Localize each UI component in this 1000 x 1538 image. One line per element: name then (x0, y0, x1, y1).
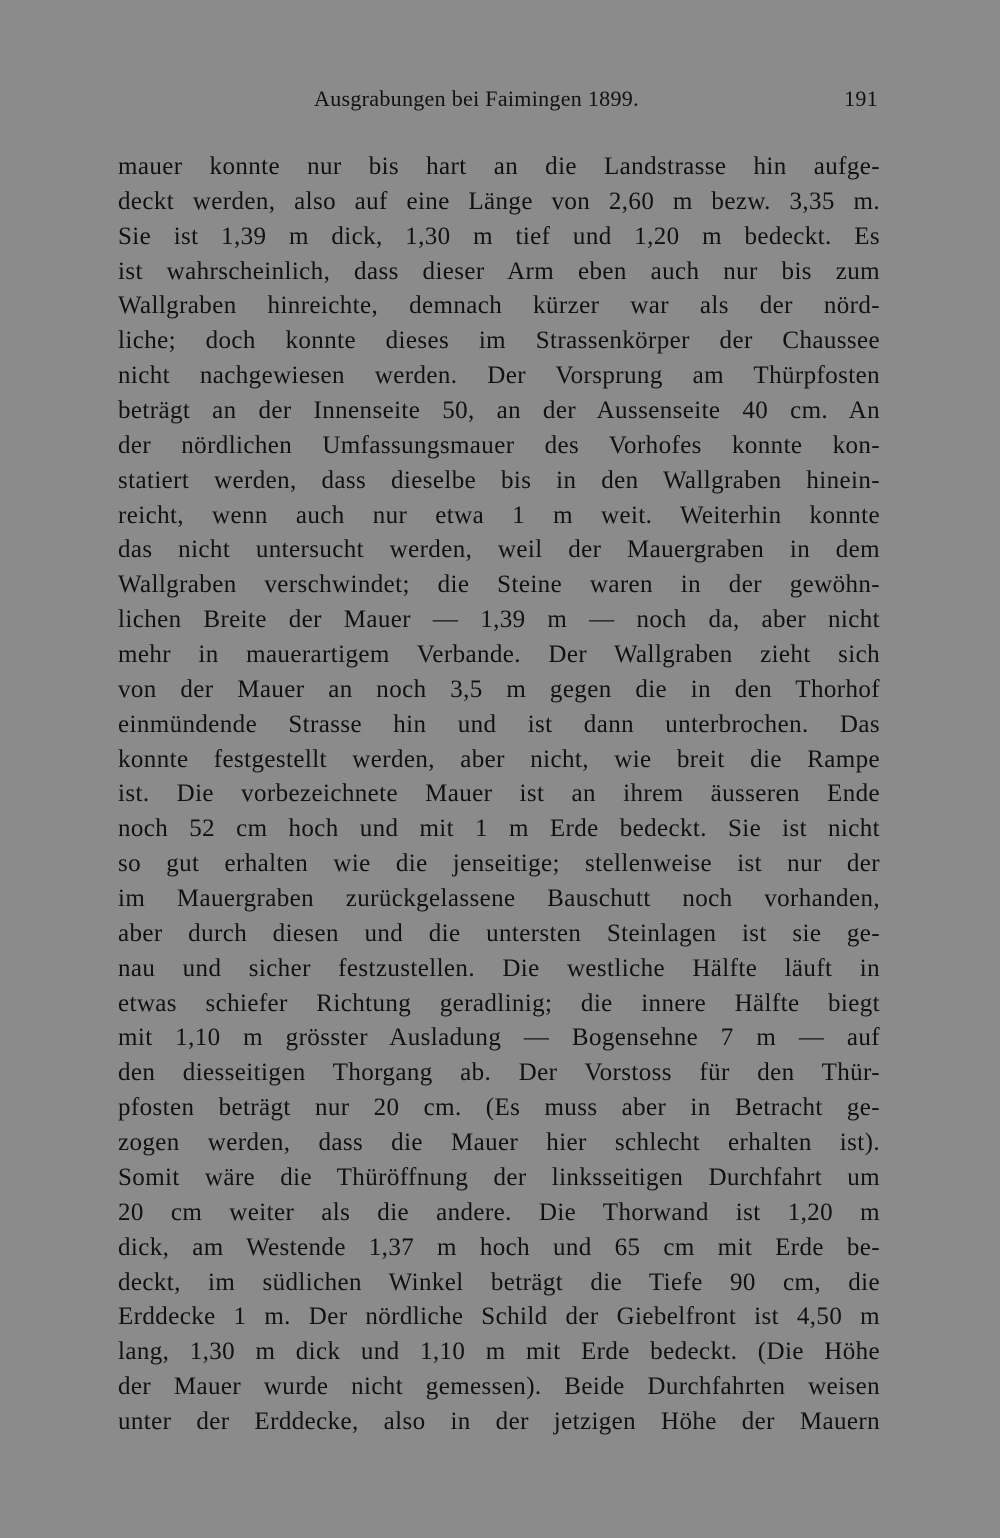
text-line: zogen werden, dass die Mauer hier schlecht erhalten ist). (118, 1129, 880, 1157)
text-line: der Mauer wurde nicht gemessen). Beide Durchfahrten weisen (118, 1373, 880, 1401)
text-line: den diesseitigen Thorgang ab. Der Vorstoss für den Thür- (118, 1059, 880, 1087)
text-line: der nördlichen Umfassungsmauer des Vorhofes konnte kon- (118, 431, 880, 459)
text-line: Somit wäre die Thüröffnung der linksseitigen Durchfahrt um (118, 1163, 880, 1191)
text-line: statiert werden, dass dieselbe bis in den Wallgraben hinein- (118, 466, 880, 494)
text-line: aber durch diesen und die untersten Steinlagen ist sie ge- (118, 919, 880, 947)
text-line: ist wahrscheinlich, dass dieser Arm eben auch nur bis zum (118, 257, 880, 285)
text-line: Sie ist 1,39 m dick, 1,30 m tief und 1,20 m bedeckt. Es (118, 222, 880, 250)
text-line: mauer konnte nur bis hart an die Landstrasse hin aufge- (118, 153, 880, 180)
text-line: dick, am Westende 1,37 m hoch und 65 cm mit Erde be- (118, 1233, 880, 1261)
text-line: reicht, wenn auch nur etwa 1 m weit. Weiterhin konnte (118, 501, 880, 529)
text-line: mehr in mauerartigem Verbande. Der Wallgraben zieht sich (118, 641, 880, 669)
text-line: ist. Die vorbezeichnete Mauer ist an ihrem äusseren Ende (118, 780, 880, 808)
text-line: beträgt an der Innenseite 50, an der Aussenseite 40 cm. An (118, 397, 880, 425)
text-line: unter der Erddecke, also in der jetzigen Höhe der Mauern (118, 1407, 880, 1435)
text-line: Wallgraben verschwindet; die Steine waren in der gewöhn- (118, 571, 880, 599)
text-line: konnte festgestellt werden, aber nicht, wie breit die Rampe (118, 745, 880, 773)
text-line: etwas schiefer Richtung geradlinig; die innere Hälfte biegt (118, 989, 880, 1017)
text-line: im Mauergraben zurückgelassene Bauschutt noch vorhanden, (118, 885, 880, 913)
text-line: pfosten beträgt nur 20 cm. (Es muss aber in Betracht ge- (118, 1094, 880, 1122)
text-line: von der Mauer an noch 3,5 m gegen die in den Thorhof (118, 675, 880, 703)
body-text (118, 150, 880, 1440)
text-line: Erddecke 1 m. Der nördliche Schild der Giebelfront ist 4,50 m (118, 1303, 880, 1331)
text-line: nicht nachgewiesen werden. Der Vorsprung am Thürpfosten (118, 362, 880, 390)
text-line: Wallgraben hinreichte, demnach kürzer war als der nörd- (118, 292, 880, 320)
running-title: Ausgrabungen bei Faimingen 1899. (314, 86, 639, 111)
text-line: lang, 1,30 m dick und 1,10 m mit Erde bedeckt. (Die Höhe (118, 1338, 880, 1366)
text-line: das nicht untersucht werden, weil der Mauergraben in dem (118, 536, 880, 564)
text-line: lichen Breite der Mauer — 1,39 m — noch da, aber nicht (118, 606, 880, 634)
text-line: deckt, im südlichen Winkel beträgt die Tiefe 90 cm, die (118, 1268, 880, 1296)
text-line: liche; doch konnte dieses im Strassenkörper der Chaussee (118, 327, 880, 355)
text-line: noch 52 cm hoch und mit 1 m Erde bedeckt. Sie ist nicht (118, 815, 880, 843)
text-line: so gut erhalten wie die jenseitige; stellenweise ist nur der (118, 850, 880, 878)
running-head (118, 86, 880, 118)
text-line: mit 1,10 m grösster Ausladung — Bogensehne 7 m — auf (118, 1024, 880, 1052)
text-line: nau und sicher festzustellen. Die westliche Hälfte läuft in (118, 954, 880, 982)
text-line: 20 cm weiter als die andere. Die Thorwand ist 1,20 m (118, 1198, 880, 1226)
page-number: 191 (844, 86, 878, 111)
text-line: deckt werden, also auf eine Länge von 2,60 m bezw. 3,35 m. (118, 187, 880, 215)
text-line: einmündende Strasse hin und ist dann unterbrochen. Das (118, 710, 880, 738)
